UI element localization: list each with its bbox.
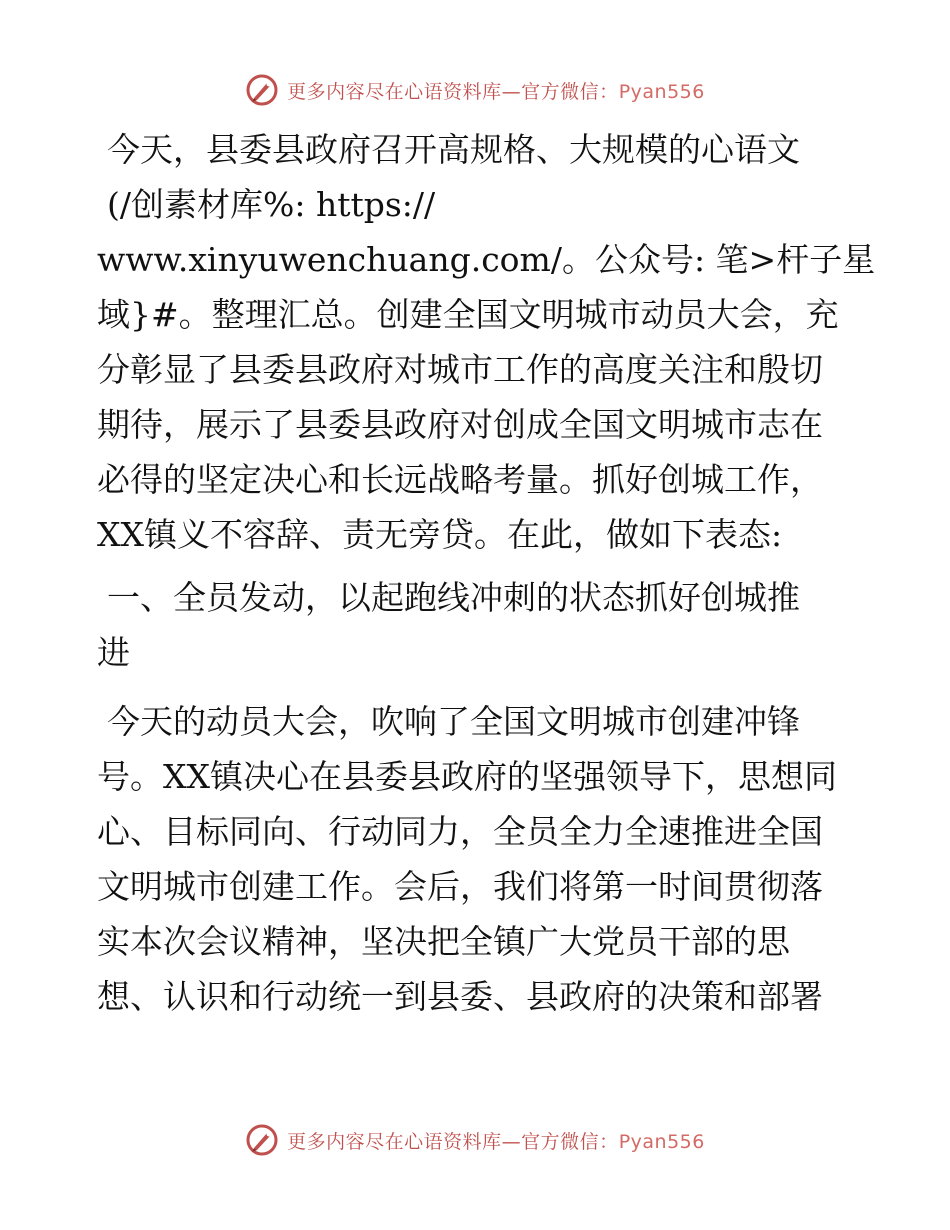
watermark-banner-top <box>0 70 950 110</box>
paragraph-body <box>97 694 857 1024</box>
heading-line: 进 <box>97 633 130 672</box>
watermark-text: 更多内容尽在心语资料库—官方微信：Pyan556 <box>287 80 705 103</box>
text-line: 号。XX镇决心在县委县政府的坚强领导下，思想同 <box>97 757 837 796</box>
text-line: 今天的动员大会，吹响了全国文明城市创建冲锋 <box>107 702 800 741</box>
pen-logo-icon <box>245 73 279 107</box>
pen-logo-icon <box>245 1123 279 1157</box>
text-line: XX镇义不容辞、责无旁贷。在此，做如下表态: <box>97 515 783 554</box>
text-line: 想、认识和行动统一到县委、县政府的决策和部署 <box>97 977 823 1016</box>
text-line: 心、目标同向、行动同力，全员全力全速推进全国 <box>97 812 823 851</box>
heading-line: 一、全员发动，以起跑线冲刺的状态抓好创城推 <box>107 578 800 617</box>
text-line: 分彰显了县委县政府对城市工作的高度关注和殷切 <box>97 350 823 389</box>
watermark-banner-bottom <box>0 1120 950 1160</box>
text-line: 期待，展示了县委县政府对创成全国文明城市志在 <box>97 405 823 444</box>
paragraph-intro <box>97 122 876 562</box>
text-line: 文明城市创建工作。会后，我们将第一时间贯彻落 <box>97 867 823 906</box>
document-body <box>97 122 876 1024</box>
text-line: 域}#。整理汇总。创建全国文明城市动员大会，充 <box>97 295 839 334</box>
text-line: 实本次会议精神，坚决把全镇广大党员干部的思 <box>97 922 790 961</box>
section-heading-1 <box>97 570 857 680</box>
text-line: 今天，县委县政府召开高规格、大规模的心语文 <box>107 130 800 169</box>
watermark-text: 更多内容尽在心语资料库—官方微信：Pyan556 <box>287 1130 705 1153</box>
text-line: www.xinyuwenchuang.com/。公众号: 笔>杆子星 <box>97 240 876 279</box>
text-line: (/创素材库%: https:// <box>107 185 436 224</box>
text-line: 必得的坚定决心和长远战略考量。抓好创城工作， <box>97 460 823 499</box>
